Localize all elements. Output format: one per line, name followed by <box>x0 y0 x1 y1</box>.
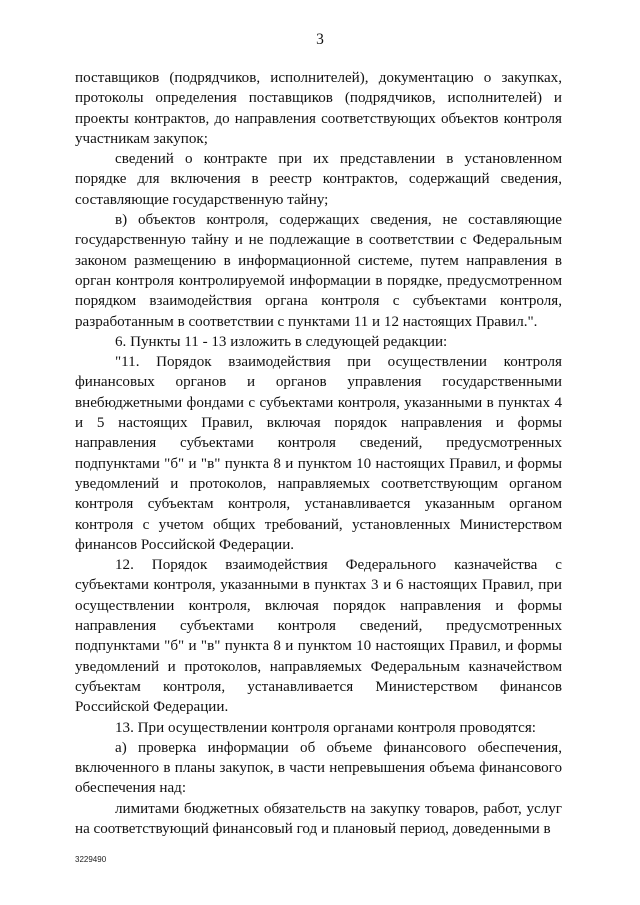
paragraph-4: 6. Пункты 11 - 13 изложить в следующей редакции: <box>115 333 448 350</box>
paragraph-7: 13. При осуществлении контроля органами контроля проводятся: <box>115 719 537 736</box>
paragraph-6: 12. Порядок взаимодействия Федерального казначейства с субъектами контроля, указанными в пунктах 3 и 6 настоящих Правил, при осуществлении контроля, включая порядок направления и формы направления субъектами контроля сведений, предусмотренных подпунктами "б" и "в" пункта 8 и пунктом 10 настоящих Правил, и формы уведомлений и протоколов, направляемых Федеральным казначейством субъектам контроля, устанавливается Министерством финансов Российской Федерации. <box>75 557 562 716</box>
paragraph-1: поставщиков (подрядчиков, исполнителей), документацию о закупках, протоколы определения поставщиков (подрядчиков, исполнителей) и проекты контрактов, до направления соответствующих объектов контроля участникам закупок; <box>75 70 562 147</box>
page-number: 3 <box>316 31 324 48</box>
paragraph-3: в) объектов контроля, содержащих сведения, не составляющие государственную тайну и не подлежащие в соответствии с Федеральным законом размещению в информационной системе, путем направления в орган контроля контролируемой информации в порядке, предусмотренном порядком взаимодействия органа контроля с субъектами контроля, разработанным в соответствии с пунктами 11 и 12 настоящих Правил.". <box>75 212 562 330</box>
paragraph-9: лимитами бюджетных обязательств на закупку товаров, работ, услуг на соответствующий финансовый год и плановый период, доведенными в <box>75 800 562 837</box>
document-body <box>75 68 562 839</box>
document-code: 3229490 <box>75 855 107 864</box>
paragraph-8: а) проверка информации об объеме финансового обеспечения, включенного в планы закупок, в части непревышения объема финансового обеспечения над: <box>75 739 562 797</box>
paragraph-5: "11. Порядок взаимодействия при осуществлении контроля финансовых органов и органов управления государственными внебюджетными фондами с субъектами контроля, указанными в пунктах 4 и 5 настоящих Правил, включая порядок направления и формы направления субъектами контроля сведений, предусмотренных подпунктами "б" и "в" пункта 8 и пунктом 10 настоящих Правил, и формы уведомлений и протоколов, направляемых соответствующим органом контроля субъектам контроля, устанавливается указанным органом контроля с учетом общих требований, установленных Министерством финансов Российской Федерации. <box>75 354 562 553</box>
paragraph-2: сведений о контракте при их представлении в установленном порядке для включения в реестр контрактов, содержащий сведения, составляющие государственную тайну; <box>75 151 562 208</box>
